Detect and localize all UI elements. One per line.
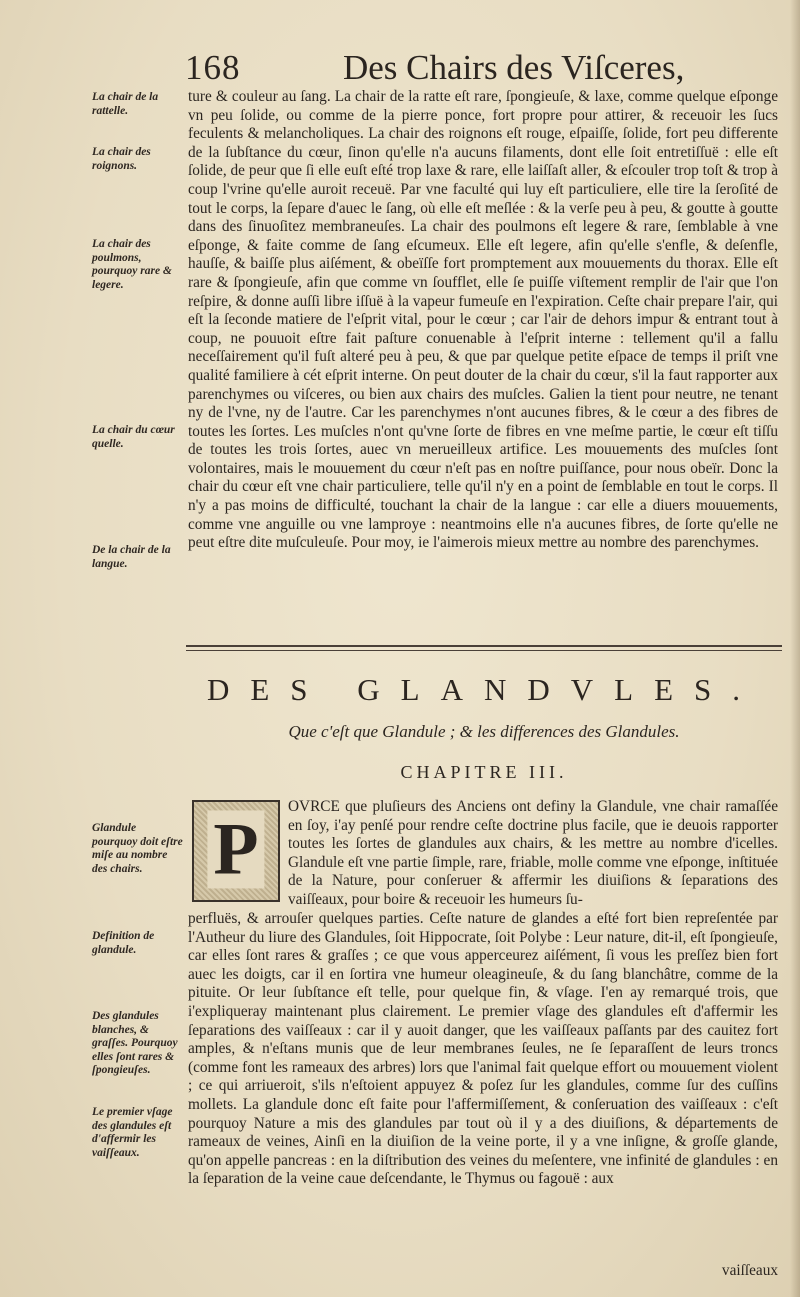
page-number: 168 (185, 48, 241, 87)
section-subtitle: Que c'eſt que Glandule ; & les differences des Glandules. (288, 722, 680, 741)
catchword: vaiſſeaux (721, 1262, 778, 1279)
section-rule-thin (186, 650, 782, 651)
page-edge-shadow (790, 0, 800, 1297)
section-rule-thick (186, 645, 782, 647)
margin-note-rattelle: La chair de la rattelle. (92, 91, 159, 117)
margin-note-glandule-chairs: Glandule pourquoy doit eſtre miſe au nombre des chairs. (92, 822, 183, 875)
decorated-initial (192, 800, 280, 902)
margin-note-roignons: La chair des roignons. (92, 146, 151, 172)
initial-letter: P (207, 810, 264, 888)
section-title: DES GLANDVLES. (206, 672, 762, 707)
chapter-body-text: perfluës, & arrouſer quelques parties. Ceſte nature de glandes a eſté fort bien repreſentée par l'Autheur du liure des Glandules, ſoit Hippocrate, ſoit Polybe : Leur nature, dit-il, eſt ſpongieuſe, car elles ſont rares & graſſes ; ce que vous apperceurez aiſément, ſi vous les preſſez bien fort auec les doigts, car il en ſortira vne humeur oleagineuſe, & du ſang blanchâtre, comme de la pituite. Or leur ſubſtance eſt telle, pour quelque fin, & vſage. I'en ay remarqué trois, que i'expliqueray maintenant plus clairement. Le premier vſage des glandules eſt d'affermir les ſeparations des vaiſſeaux : car il y auoit danger, que les vaiſſeaux paſſants par des cauitez fort amples, & n'eſtans munis que de leur membranes ſeules, ne ſe ſeparaſſent de leurs troncs (comme font les rameaux des arbres) lors que l'animal fait quelque effort ou mouuement violent ; ce qui arriueroit, s'ils n'eſtoient appuyez & poſez ſur les glandules, comme ſur des cuſſins mollets. La glandule donc eſt faite pour l'affermiſſement, & conſeruation des vaiſſeaux : c'eſt pourquoy Nature a mis des glandules par tout où il y a des diuiſions, & départements de rameaux de veines, Ainſi en la diuiſion de la veine porte, il y a vne inſigne, & groſſe glande, qu'on appelle pancreas : en la diſtribution des veines du meſentere, vne infinité de glandules : en la ſeparation de la veine caue deſcendante, le Thymus ou fagouë : aux (188, 910, 778, 1188)
margin-note-premier-vsage: Le premier vſage des glandules eſt d'affermir les vaiſſeaux. (92, 1106, 173, 1159)
running-title: Des Chairs des Viſceres, (343, 48, 685, 87)
chapter-heading: CHAPITRE III. (400, 762, 568, 782)
margin-note-coeur: La chair du cœur quelle. (92, 424, 175, 450)
body-text-viscera: ture & couleur au ſang. La chair de la ratte eſt rare, ſpongieuſe, & laxe, comme quelque eſponge vn peu ſolide, ou comme de la pierre ponce, fort propre pour attirer, & receuoir les ſucs feculents & melancholiques. La chair des roignons eſt rouge, eſpaiſſe, ſolide, fort peu differente de la ſubſtance du cœur, ſinon qu'elle n'a aucuns filaments, dont elle ſoit entretiſſuë : elle eſt ſolide, de peur que ſi elle euſt eſté trop laxe & rare, elle laiſſaſt aller, & eſcouler trop toſt & trop à coup l'vrine qu'elle auroit receuë. Par vne faculté qui luy eſt particuliere, elle tire la ſeroſité de tout le corps, la ſepare d'auec le ſang, où elle eſt meſlée : & la verſe peu à peu, & goutte à goutte dans des ſinuoſitez membraneuſes. La chair des poulmons eſt legere & rare, ſemblable à vne eſponge, & faite comme de ſang eſcumeux. Elle eſt legere, afin qu'elle s'enfle, & deſenfle, hauſſe, & baiſſe plus aiſément, & obeïſſe fort promptement aux mouuements du thorax. Elle eſt rare & ſpongieuſe, afin que comme vn ſoufflet, elle ſe puiſſe viſtement remplir de l'air que l'on reſpire, & donne auſſi libre iſſuë à la vapeur fumeuſe en l'expiration. Ceſte chair prepare l'air, qui eſt la ſeconde matiere de l'eſprit vital, pour le cœur ; car l'air de dehors impur & entrant tout à coup, ne pouuoit eſtre fait paſture conuenable à l'eſprit interne : tellement qu'il a fallu neceſſairement qu'il fuſt alteré peu à peu, & que par quelque petite eſpace de temps il priſt vne qualité familiere à cét eſprit interne. On peut douter de la chair du cœur, s'il la faut rapporter aux parenchymes ou viſceres, ou bien aux chairs des muſcles. Galien la tient pour neutre, ne tenant ny de l'vne, ny de l'autre. Car les parenchymes n'ont aucunes fibres, & le cœur a des fibres de toutes les ſortes. Les muſcles n'ont qu'vne ſorte de fibres en vne meſme partie, le cœur eſt tiſſu de toutes les trois ſortes, auec vn merueilleux artifice. Les mouuements des muſcles ſont volontaires, mais le mouuement du cœur n'eſt pas en noſtre puiſſance, pour nous obeïr. Donc la chair du cœur eſt vne chair particuliere, telle qu'il n'y en a point de ſemblable en tout le corps. Il n'y a pas moins de difficulté, touchant la chair de la langue : car elle a diuers mouuements, comme vne anguille ou vne lamproye : neantmoins elle n'a aucunes fibres, de ſorte qu'elle ne peut eſtre dite muſculeuſe. Pour moy, ie l'aimerois mieux mettre au nombre des parenchymes. (188, 88, 778, 552)
margin-note-definition: Definition de glandule. (92, 930, 155, 956)
chapter-opening-text: OVRCE que pluſieurs des Anciens ont definy la Glandule, vne chair ramaſſée en ſoy, i'ay penſé pour rendre ceſte doctrine plus facile, que ie deuois rapporter toutes les ſortes de glandules aux chairs, & les mettre au nombre d'icelles. Glandule eſt vne partie ſimple, rare, friable, molle comme vne eſponge, inſtituée de la Nature, pour conſeruer & affermir les diuiſions & ſeparations des vaiſſeaux, pour boire & receuoir les humeurs ſu- (288, 798, 778, 908)
margin-note-glandules-blanches: Des glandules blanches, & graſſes. Pourquoy elles ſont rares & ſpongieuſes. (92, 1010, 178, 1076)
margin-note-langue: De la chair de la langue. (92, 544, 171, 570)
margin-note-poulmons: La chair des poulmons, pourquoy rare & legere. (92, 238, 172, 291)
